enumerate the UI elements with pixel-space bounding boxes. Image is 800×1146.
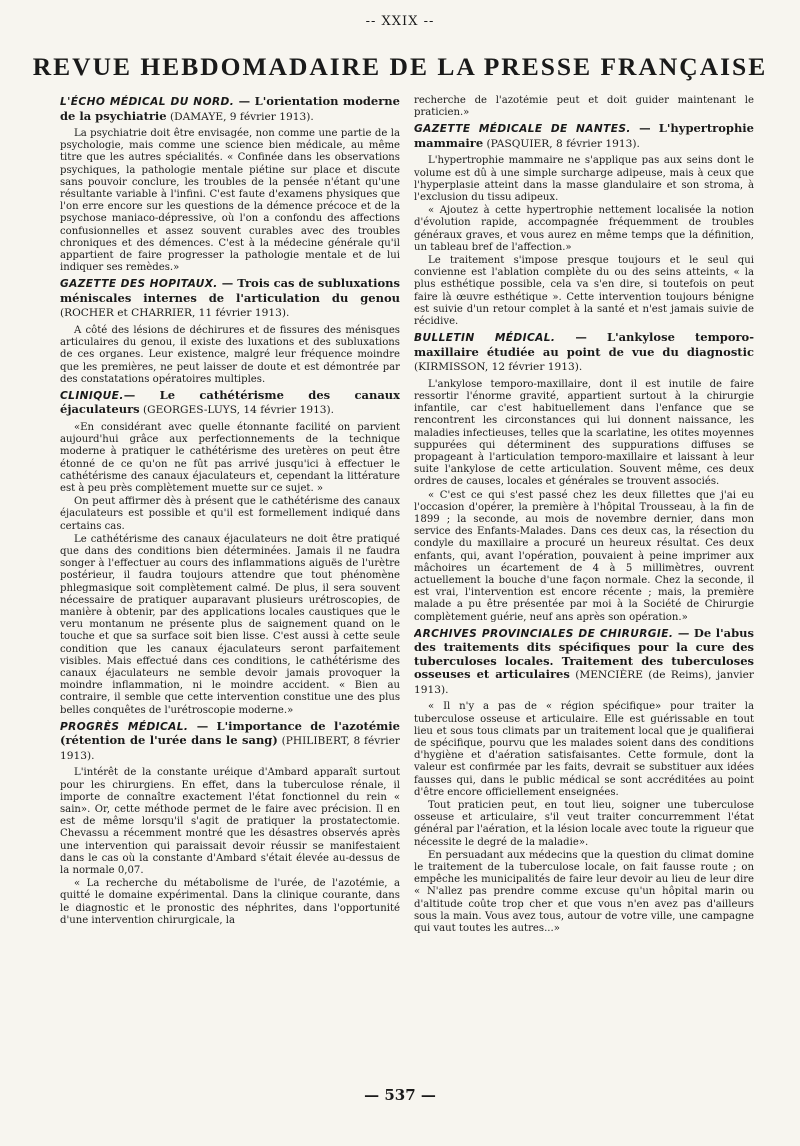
article-reference: (MENCIÈRE (de Reims), janvier 1913). — [414, 669, 754, 696]
article-paragraph: L'ankylose temporo-maxillaire, dont il est inutile de faire ressortir l'énorme gravité, appartient surtout à la chirurgie infantile, car c'est habituellement dans l'enfance que se rencontrent les circonstances qui lui donnent naissance, les maladies infectieuses, telles que la scarlatine, les otites moyennes suppurées qui déterminent des suppurations diffuses se propageant à l'articulation temporo-maxillaire et laissant à leur suite l'ankylose de cette articulation. Souvent même, ces deux ordres de causes, locales et générales se trouvent associés. — [414, 378, 754, 488]
article-heading — [60, 389, 400, 418]
right-column — [414, 95, 754, 1077]
article-title: — L'hypertrophie mammaire — [414, 121, 754, 150]
article-heading — [60, 95, 400, 124]
journal-name: PROGRÈS MÉDICAL. — [60, 720, 189, 733]
article-paragraph: « Il n'y a pas de « région spécifique» pour traiter la tuberculose osseuse et articulaire. Elle est guérissable en tout lieu et sous tous climats par un traitement local que je qualifierai de spécifique, pourvu que les malades soient dans des conditions d'hygiène et d'aération satisfaisantes. Cette formule, dont la valeur est confirmée par les faits, devrait se substituer aux idées fausses qui, dans le public médical se sont accréditées au point d'être encore officiellement enseignées. — [414, 701, 754, 798]
left-column — [60, 95, 400, 1077]
article — [414, 95, 754, 119]
article — [60, 277, 400, 386]
article-paragraph: A côté des lésions de déchirures et de fissures des ménisques articulaires du genou, il existe des luxations et des subluxations de ces organes. Leur existence, malgré leur fréquence moindre que les premières, ne peut laisser de doute et est démontrée par des constatations opératoires multiples. — [60, 324, 400, 385]
article-paragraph: recherche de l'azotémie peut et doit guider maintenant le praticien.» — [414, 95, 754, 119]
article-heading — [60, 720, 400, 764]
article-paragraph: « La recherche du métabolisme de l'urée, de l'azotémie, a quitté le domaine expérimental. Dans la clinique courante, dans le diagnostic et le pronostic des néphrites, dans l'opportunité d'une intervention chirurgicale, la — [60, 878, 400, 926]
journal-name: GAZETTE DES HOPITAUX. — [60, 278, 218, 291]
article-reference: (DAMAYE, 9 février 1913). — [166, 110, 314, 123]
journal-name: BULLETIN MÉDICAL. — [414, 332, 556, 345]
article-paragraph: «En considérant avec quelle étonnante facilité on parvient aujourd'hui grâce aux perfectionnements de la technique moderne à pratiquer le cathétérisme des uretères on peut être étonné de ce qu'on ne fût pas arrivé jusqu'ici à effectuer le cathétérisme des canaux éjaculateurs et, cependant la littérature est à peu près complètement muette sur ce sujet. » — [60, 421, 400, 494]
article-title: — De l'abus des traitements dits spécifiques pour la cure des tuberculoses locales. Traitement des tuberculoses osseuses et articulaires — [414, 625, 754, 682]
page-roman-numeral: -- XXIX -- — [365, 14, 435, 29]
journal-name: L'ÉCHO MÉDICAL DU NORD. — [60, 96, 235, 108]
journal-name: CLINIQUE. — [60, 389, 124, 402]
article-paragraph: L'intérêt de la constante uréique d'Ambard apparaît surtout pour les chirurgiens. En effet, dans la tuberculose rénale, il importe de connaître exactement l'état fonctionnel du rein « sain». Or, cette méthode permet de le faire avec précision. Il en est de même lorsqu'il s'agit de pratiquer la prostatectomie. Chevassu a récemment montré que les désastres observés après une intervention qui paraissait devoir réussir se manifestaient dans le cas où la constante d'Ambard s'était élevée au-dessus de la normale 0,07. — [60, 767, 400, 876]
article-heading — [414, 331, 754, 375]
article — [414, 627, 754, 935]
article-paragraph: Tout praticien peut, en tout lieu, soigner une tuberculose osseuse et articulaire, s'il veut traiter concurremment l'état général par l'aération, et la lésion locale avec toute la rigueur que nécessite le degré de la maladie». — [414, 799, 754, 848]
article-title: — Trois cas de subluxations méniscales internes de l'articulation du genou — [60, 276, 400, 305]
article-reference: (ROCHER et CHARRIER, 11 février 1913). — [60, 307, 290, 320]
article-reference: (GEORGES-LUYS, 14 février 1913). — [139, 404, 335, 417]
article-title: — L'ankylose temporo-maxillaire étudiée au point de vue du diagnostic — [414, 330, 754, 359]
page-number: — 537 — — [364, 1086, 436, 1104]
article — [60, 389, 400, 717]
article-paragraph: « Ajoutez à cette hypertrophie nettement localisée la notion d'évolution rapide, accompagnée fréquemment de troubles généraux graves, et vous aurez en même temps que la définition, un tableau bref de l'affection.» — [414, 205, 754, 253]
article-reference: (PASQUIER, 8 février 1913). — [483, 137, 640, 150]
article-heading — [414, 122, 754, 151]
article-paragraph: Le traitement s'impose presque toujours et le seul qui convienne est l'ablation complète du ou des seins atteints, « la plus esthétique possible, cela va s'en dire, si toutefois on peut faire là œuvre esthétique ». Cette intervention toujours bénigne est suivie d'un retour complet à la santé et n'est jamais suivie de récidive. — [414, 255, 754, 328]
article-reference: (PHILIBERT, 8 février 1913). — [60, 735, 400, 762]
article — [60, 95, 400, 274]
article — [60, 720, 400, 927]
article-heading — [60, 277, 400, 321]
article — [414, 122, 754, 328]
article-paragraph: La psychiatrie doit être envisagée, non comme une partie de la psychologie, mais comme une science bien médicale, au même titre que les autres spécialités. « Confinée dans les observations psychiques, la pathologie mentale piétine sur place et discute sans pouvoir conclure, les troubles de la pensée n'étant qu'une résultante variable à l'infini. C'est faute d'examens physiques que l'on erre encore sur les questions de la démence précoce et de la psychose maniaco-dépressive, où l'on a confondu des affections confusionnelles et assez souvent curables avec des troubles chroniques et des démences. C'est à la médecine générale qu'il appartient de faire progresser la pathologie mentale et de lui indiquer ses remèdes.» — [60, 128, 400, 274]
article-heading — [414, 627, 754, 698]
article-title: — Le cathétérisme des canaux éjaculateurs — [60, 387, 400, 417]
journal-name: GAZETTE MÉDICALE DE NANTES. — [414, 123, 631, 136]
article-paragraph: « C'est ce qui s'est passé chez les deux fillettes que j'ai eu l'occasion d'opérer, la première à l'hôpital Trousseau, à la fin de 1899 ; la seconde, au mois de novembre dernier, dans mon service des Enfants-Malades. Dans ces deux cas, la résection du condyle du maxillaire a procuré un heureux résultat. Ces deux enfants, qui, avant l'opération, pouvaient à peine imprimer aux mâchoires un écartement de 4 à 5 millimètres, ouvrent actuellement la bouche d'une façon normale. Chez la seconde, il est vrai, l'intervention est encore récente ; mais, la première malade a pu être présentée par moi à la Société de Chirurgie complètement guérie, neuf ans après son opération.» — [414, 489, 754, 623]
journal-name: ARCHIVES PROVINCIALES DE CHIRURGIE. — [414, 627, 674, 640]
article-paragraph: On peut affirmer dès à présent que le cathétérisme des canaux éjaculateurs est possible et qu'il est formellement indiqué dans certains cas. — [60, 496, 400, 532]
article — [414, 331, 754, 624]
article-paragraph: L'hypertrophie mammaire ne s'applique pas aux seins dont le volume est dû à une simple surcharge adipeuse, mais à ceux que l'hyperplasie atteint dans la masse glandulaire et son stroma, à l'exclusion du tissu adipeux. — [414, 155, 754, 204]
article-title: — L'importance de l'azotémie (rétention de l'urée dans le sang) — [60, 718, 400, 748]
article-paragraph: Le cathétérisme des canaux éjaculateurs ne doit être pratiqué que dans des conditions bien déterminées. Jamais il ne faudra songer à l'effectuer au cours des inflammations aiguës de l'urètre postérieur, il faudra toujours attendre que tout phénomène phlegmasique soit complètement calmé. De plus, il sera souvent nécessaire de pratiquer auparavant plusieurs urétroscopies, de manière à obtenir, par des applications locales caustiques que le veru montanum ne présente plus de saignement quand on le touche et que sa surface soit bien lisse. C'est aussi à cette seule condition que les canaux éjaculateurs seront parfaitement visibles. Mais effectué dans ces conditions, le cathétérisme des canaux éjaculateurs ne semble devoir jamais provoquer la moindre inflammation, ni le moindre accident. « Bien au contraire, il semble que cette intervention constitue une des plus belles conquêtes de l'urétroscopie moderne.» — [60, 533, 400, 716]
article-title: — L'orientation moderne de la psychiatrie — [60, 95, 400, 123]
article-reference: (KIRMISSON, 12 février 1913). — [414, 361, 583, 374]
article-paragraph: En persuadant aux médecins que la question du climat domine le traitement de la tuberculose locale, on fait fausse route ; on empêche les municipalités de faire leur devoir au lieu de leur dire « N'allez pas prendre comme excuse qu'un hôpital marin ou d'altitude coûte trop cher et que vous n'en avez pas d'ailleurs sous la main. Vous avez tous, autour de votre ville, une campagne qui vaut toutes les autres...» — [414, 849, 754, 934]
masthead-title: REVUE HEBDOMADAIRE DE LA PRESSE FRANÇAISE — [32, 52, 768, 81]
